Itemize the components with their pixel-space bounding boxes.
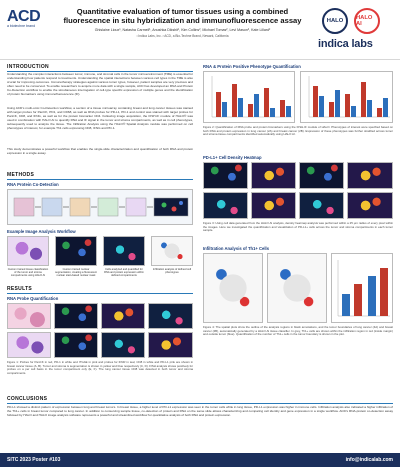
figure-1-panel-b (54, 303, 98, 329)
codetection-subheading: RNA Protein Co-Detection (7, 182, 59, 187)
indica-labs-logo: indica labs (318, 38, 373, 50)
acd-logo-tagline: a biotechne brand (7, 24, 36, 28)
density-heatmap-subheading: PD-L1+ Cell Density Heatmap (203, 155, 262, 160)
figure-1-caption: Figure 1: Probes for PanCK in red, PD-1 in white and ITGAE in pink and probes for IFNR in teal, CD8 in white and PD-L1 pink are shown in breast cancer tissue (A, B). Tumor and stroma is segmentation is shown in yellow and blue respectively (C, D). FISH analysis shows positively for probes on a per cell basis in the tumor compartment only (E, F). The lung cancer tissue CD8 was detected in both tumor and stroma compartments. (7, 360, 193, 375)
figure-2-caption: Figure 2: Quantification of RNA probe and protein biomarkers using the FISH-IF module of HALO. Phenotypes of interest were specified based on both RNA and protein expression in lung cancer (2A) and breast cancer (2B). Expression of these phenotypes was further stratified across tumor and stroma tissue compartments identified automatically using HALO AI. (203, 125, 393, 137)
methods-heading: METHODS (7, 172, 35, 178)
workflow-step-label: Infiltration analysis of defined cell phenotypes (152, 268, 192, 275)
acd-logo (7, 8, 47, 34)
figure-3-panel-b (251, 162, 296, 189)
figure-1-panel-f (54, 332, 98, 358)
figure-3-panel-c (299, 162, 344, 189)
figure-4a-spatial-plot (203, 253, 263, 323)
codetection-diagram-svg (8, 190, 193, 225)
poster-header (0, 0, 400, 60)
figure-4-caption: Figure 4: The spatial plots show the outline of the analysis regions in black annotations, and the tumor boundaries of lung cancer (4A) and breast cancer (4B), automatically generated by a HALO AI tissue classifier. In grey, Th1+ cells are shown within the infiltration region in red (inside margin) and outside tumor (blue). Quantification of the number of Th1+ cells in the tumor boundary is shown in the plot. (203, 325, 393, 337)
figure-1-panel-g (101, 332, 145, 358)
figure-3-panel-d (347, 162, 393, 189)
figure-3-caption: Figure 3: Using cell data generated from the HALO AI analysis, density heatmap analysis was performed within a 25 µm radius of every pixel within the images. Here we investigated the quantification and visualization of PD-L1+ cells across the tumor and stroma compartments in each tumor sample. (203, 221, 393, 233)
figure-3-panel-g (299, 192, 344, 219)
workflow-subheading: Example Image Analysis Workflow (7, 229, 76, 234)
figure-3-panel-h (347, 192, 393, 219)
acd-logo-mark: ACD (7, 8, 41, 25)
figure-4-infiltration-chart (331, 253, 393, 323)
introduction-paragraph-3: This study demonstrates a powerful workflow that enables the single-slide characterization and quantification of both RNA and protein expression in a single assay. (7, 147, 193, 155)
halo-ai-badge-logo: HALO AI (354, 8, 380, 34)
figure-1-panel-c (101, 303, 145, 329)
conclusions-heading: CONCLUSIONS (7, 396, 48, 402)
conclusions-paragraph: PD-L1 showed a distinct pattern of expression between lung and breast tumors. In breast tissue, a higher level of PD-L1 expression was seen in the tumor cells while in lung tissue, PD-L1 expression was higher in immune cells. Infiltration analysis also indicated a higher infiltration of the Th1+ cells in breast tumor compared to lung cancer. In addition to conserving sample tissue, co-detection of protein and RNA on the same slide allows characterizing and comparing cell identity and gene expression in a single workflow. ACD's RNA-protein co-detection assay followed by HALO and HALO image analysis software represents a powerful and streamlined workflow for quantitative analysis of both RNA and protein expression. (7, 405, 393, 417)
poster-footer (0, 453, 400, 467)
figure-2b-chart-svg (301, 72, 393, 123)
results-rule (7, 293, 193, 294)
figure-2a-chart-svg (204, 72, 295, 123)
workflow-image-tissue-classification (7, 236, 49, 266)
figure-3-panel-a (203, 162, 248, 189)
workflow-image-infiltration (151, 236, 193, 266)
figure-2b-bar-chart (300, 71, 393, 123)
poster-number: SITC 2023 Poster #103 (7, 457, 61, 463)
phenotype-subheading: RNA & Protein Positive Phenotype Quantification (203, 64, 301, 69)
workflow-step-label: Cells analyzed and quantified for RNA and protein expression within defined compartments (104, 268, 144, 278)
figure-3-panel-e (203, 192, 248, 219)
figure-4b-spatial-plot (267, 253, 327, 323)
author-list: Ghislaine Lioux¹, Natasha Carmell¹, Anushka Dikshit¹, Kim Collins², Michael Tomas², Levi Mason², Kate Lillard² (94, 28, 271, 32)
figure-3-panel-f (251, 192, 296, 219)
contact-email[interactable]: info@indicalab.com (345, 457, 393, 463)
introduction-paragraph-2: Using ACD's multi-omic Co-Detection workflow, a section of a tissue microarray containing breast and lung cancer tissues was stained with target probes for PanCK, PD1, and CD68, as well as RNA probes for PD-L1, PD-1 and control was stained with target probes for PanCK, CD8, and IFNG, as well as for the protein biomarker CD4. Following image acquisition, the FISH-IF module of HALO® was used in combination with HALO AI to quantify RNA and IF signal in the tumor and stroma compartments, as well as in cell phenotypes, subsequently used to analyze the tissue. The Infiltration Analysis using the HALO® Spatial Analysis module was performed on cell phenotypes of interest, for example Th1 cells expressing CD8, IFNG and PD-1. (7, 106, 193, 130)
workflow-image-cell-quantification (103, 236, 145, 266)
methods-rule (7, 179, 193, 180)
halo-badge-logo: HALO (322, 8, 348, 34)
infiltration-subheading: Infiltration Analysis of Th1+ Cells (203, 246, 270, 251)
figure-1-panel-a (7, 303, 51, 329)
codetection-workflow-diagram (7, 189, 193, 225)
poster-title: Quantitative evaluation of tumor tissues using a combined fluorescence in situ hybridization and immunofluorescence assay (63, 7, 302, 25)
introduction-paragraph-1: Understanding the complex interactions between tumor, immune, and stromal cells in the tumor microenvironment (TME) is essential for understanding how patients respond to treatments. Understanding the spatial interactions between various cell types in the TME is also crucial for improving outcomes. Immunotherapy strategies against various tumor types, however, patient samples are very precious and often need to be conserved. To enable researchers to acquire more data with a single sample, ACD has developed an RNA and Protein Co-Detection workflow to enable the simultaneous interrogation of cell-type specific expression of multiple genes and the identification of protein biomarkers using immunofluorescence (IF). (7, 72, 193, 96)
introduction-heading: INTRODUCTION (7, 64, 49, 70)
workflow-step-label: Custom trained nuclear segmentation, creating a fluorescent nuclear stain-based nuclear mask (55, 268, 97, 278)
results-heading: RESULTS (7, 286, 33, 292)
affiliations: ¹ Indica Labs, Inc. ² ACD, a Bio-Techne Brand, Newark, California (136, 34, 229, 38)
figure-1-panel-d (148, 303, 193, 329)
figure-2a-bar-chart (203, 71, 295, 123)
figure-4-chart-svg (332, 254, 393, 323)
conclusions-rule (7, 403, 393, 404)
workflow-image-nuclear-segmentation (55, 236, 97, 266)
workflow-step-label: Custom trained tissue classification of the tumor and stroma compartments using HALO AI (7, 268, 49, 278)
figure-1-panel-e (7, 332, 51, 358)
figure-1-panel-h (148, 332, 193, 358)
rna-probe-subheading: RNA Probe Quantification (7, 296, 59, 301)
